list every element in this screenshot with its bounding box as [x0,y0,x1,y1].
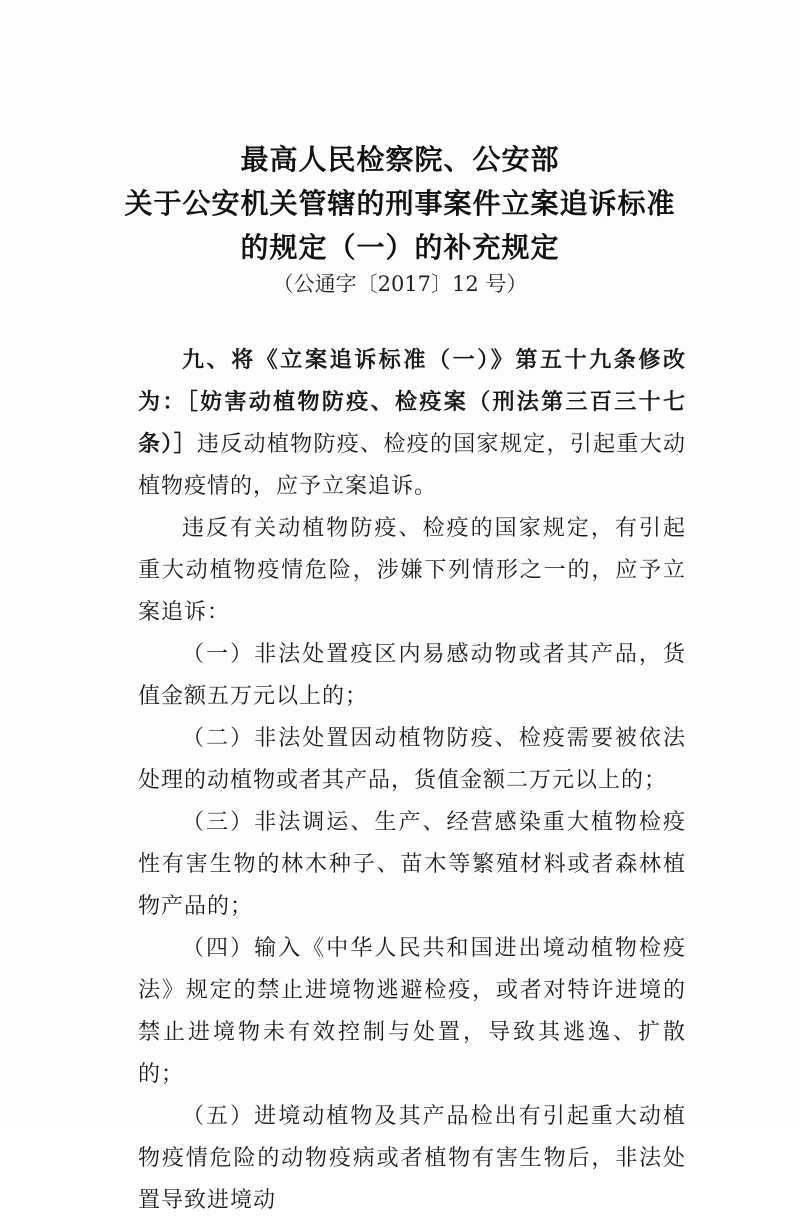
document-title-line-1: 最高人民检察院、公安部 [240,143,560,176]
article-heading-rest: 违反动植物防疫、检疫的国家规定，引起重大动植物疫情的，应予立案追诉。 [138,432,686,499]
body-paragraph-item-1: （一）非法处置疫区内易感动物或者其产品，货值金额五万元以上的； [138,642,686,709]
body-paragraph-item-4: （四）输入《中华人民共和国进出境动植物检疫法》规定的禁止进境物逃避检疫，或者对特许进境的禁止进境物未有效控制与处置，导致其逃逸、扩散的； [138,936,686,1087]
body-paragraph-item-3: （三）非法调运、生产、经营感染重大植物检疫性有害生物的林木种子、苗木等繁殖材料或者森林植物产品的； [138,810,686,919]
body-paragraph-item-5: （五）进境动植物及其产品检出有引起重大动植物疫情危险的动物疫病或者植物有害生物后，非法处置导致进境动 [138,1104,686,1213]
body-paragraph-intro: 违反有关动植物防疫、检疫的国家规定，有引起重大动植物疫情危险，涉嫌下列情形之一的，应予立案追诉： [138,516,686,625]
article-heading-lead: 九、将《立案追诉标准（一）》第五十九条修改为：［妨害动植物防疫、检疫案（刑法第三百三十七条）］ [138,348,686,457]
document-body [138,340,686,1222]
document-number: （公通字〔2017〕12 号） [272,272,528,296]
article-heading-paragraph [138,340,686,508]
document-title-line-3: 的规定（一）的补充规定 [240,231,560,264]
document-title-line-2: 关于公安机关管辖的刑事案件立案追诉标准 [124,187,676,220]
body-paragraph-item-2: （二）非法处置因动植物防疫、检疫需要被依法处理的动植物或者其产品，货值金额二万元以上的； [138,726,686,793]
